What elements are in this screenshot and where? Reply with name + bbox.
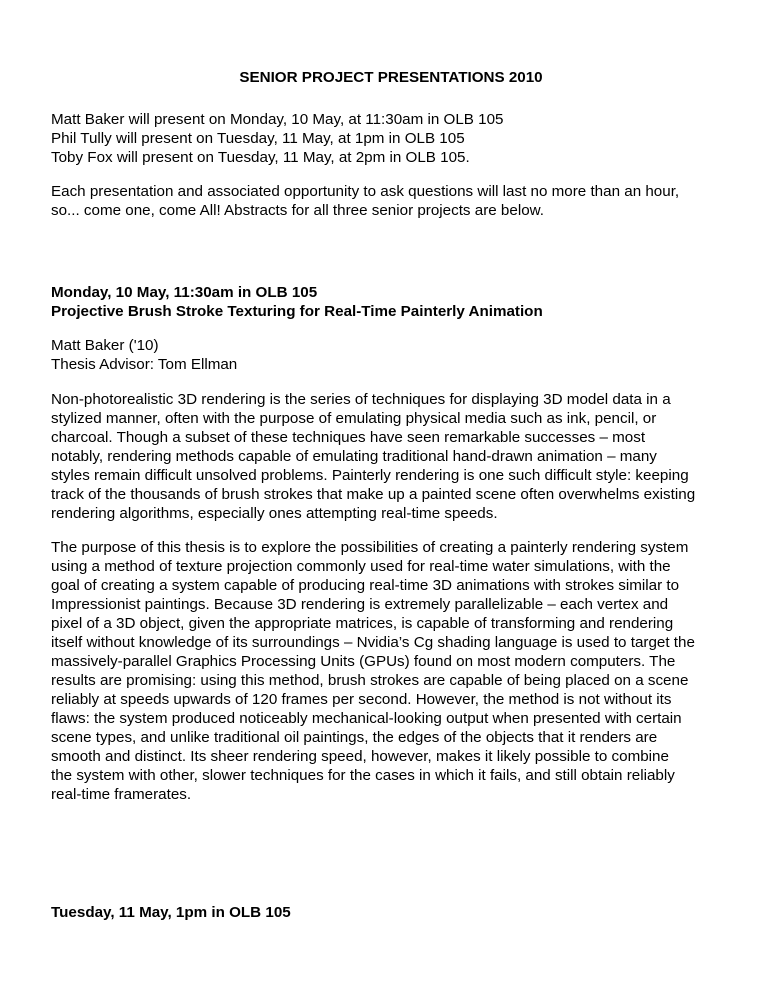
abstract-p2-line: using a method of texture projection commonly used for real-time water simulations, with the bbox=[51, 558, 671, 575]
schedule-line-1: Matt Baker will present on Monday, 10 May, at 11:30am in OLB 105 bbox=[51, 111, 504, 128]
abstract-p2-line: Impressionist paintings. Because 3D rendering is extremely parallelizable – each vertex and bbox=[51, 596, 669, 613]
abstract-p2-line: The purpose of this thesis is to explore the possibilities of creating a painterly rendering system bbox=[51, 539, 689, 556]
talk2-when: Tuesday, 11 May, 1pm in OLB 105 bbox=[51, 904, 291, 921]
abstract-p2-line: pixel of a 3D object, given the appropriate matrices, is capable of transforming and rendering bbox=[51, 615, 674, 632]
abstract-p1-line: Non-photorealistic 3D rendering is the series of techniques for displaying 3D model data in a bbox=[51, 391, 671, 408]
abstract-p1-line: notably, rendering methods capable of emulating traditional hand-drawn animation – many bbox=[51, 448, 657, 465]
abstract-p1-line: styles remain difficult unsolved problems. Painterly rendering is one such difficult style: keeping bbox=[51, 467, 689, 484]
abstract-p2-line: real-time framerates. bbox=[51, 786, 192, 803]
talk1-advisor: Thesis Advisor: Tom Ellman bbox=[51, 356, 238, 373]
talk1-title: Projective Brush Stroke Texturing for Real-Time Painterly Animation bbox=[51, 303, 543, 320]
abstract-p2-line: results are promising: using this method, brush strokes are capable of being placed on a scene bbox=[51, 672, 689, 689]
schedule-line-3: Toby Fox will present on Tuesday, 11 May, at 2pm in OLB 105. bbox=[51, 149, 470, 166]
abstract-p2-line: itself without knowledge of its surroundings – Nvidia’s Cg shading language is used to target the bbox=[51, 634, 695, 651]
abstract-p2-line: flaws: the system produced noticeably mechanical-looking output when presented with certain bbox=[51, 710, 682, 727]
abstract-p2-line: reliably at speeds upwards of 120 frames per second. However, the method is not without its bbox=[51, 691, 672, 708]
abstract-p2-line: goal of creating a system capable of producing real-time 3D animations with strokes similar to bbox=[51, 577, 680, 594]
intro-line-2: so... come one, come All! Abstracts for all three senior projects are below. bbox=[51, 202, 544, 219]
intro-line-1: Each presentation and associated opportunity to ask questions will last no more than an hour, bbox=[51, 183, 680, 200]
document-title: SENIOR PROJECT PRESENTATIONS 2010 bbox=[239, 69, 543, 86]
abstract-p1-line: track of the thousands of brush strokes that make up a painted scene often overwhelms existing bbox=[51, 486, 696, 503]
abstract-p2-line: massively-parallel Graphics Processing Units (GPUs) found on most modern computers. The bbox=[51, 653, 676, 670]
abstract-p2-line: the system with other, slower techniques for the cases in which it fails, and still obtain reliably bbox=[51, 767, 675, 784]
abstract-p2-line: scene types, and unlike traditional oil paintings, the edges of the objects that it renders are bbox=[51, 729, 658, 746]
abstract-p2-line: smooth and distinct. Its sheer rendering speed, however, makes it likely possible to combine bbox=[51, 748, 669, 765]
talk1-when: Monday, 10 May, 11:30am in OLB 105 bbox=[51, 284, 318, 301]
abstract-p1-line: charcoal. Though a subset of these techniques have seen remarkable successes – most bbox=[51, 429, 646, 446]
schedule-line-2: Phil Tully will present on Tuesday, 11 May, at 1pm in OLB 105 bbox=[51, 130, 465, 147]
abstract-p1-line: stylized manner, often with the purpose of emulating physical media such as ink, pencil, or bbox=[51, 410, 657, 427]
abstract-p1-line: rendering algorithms, especially ones attempting real-time speeds. bbox=[51, 505, 498, 522]
talk1-author: Matt Baker ('10) bbox=[51, 337, 159, 354]
